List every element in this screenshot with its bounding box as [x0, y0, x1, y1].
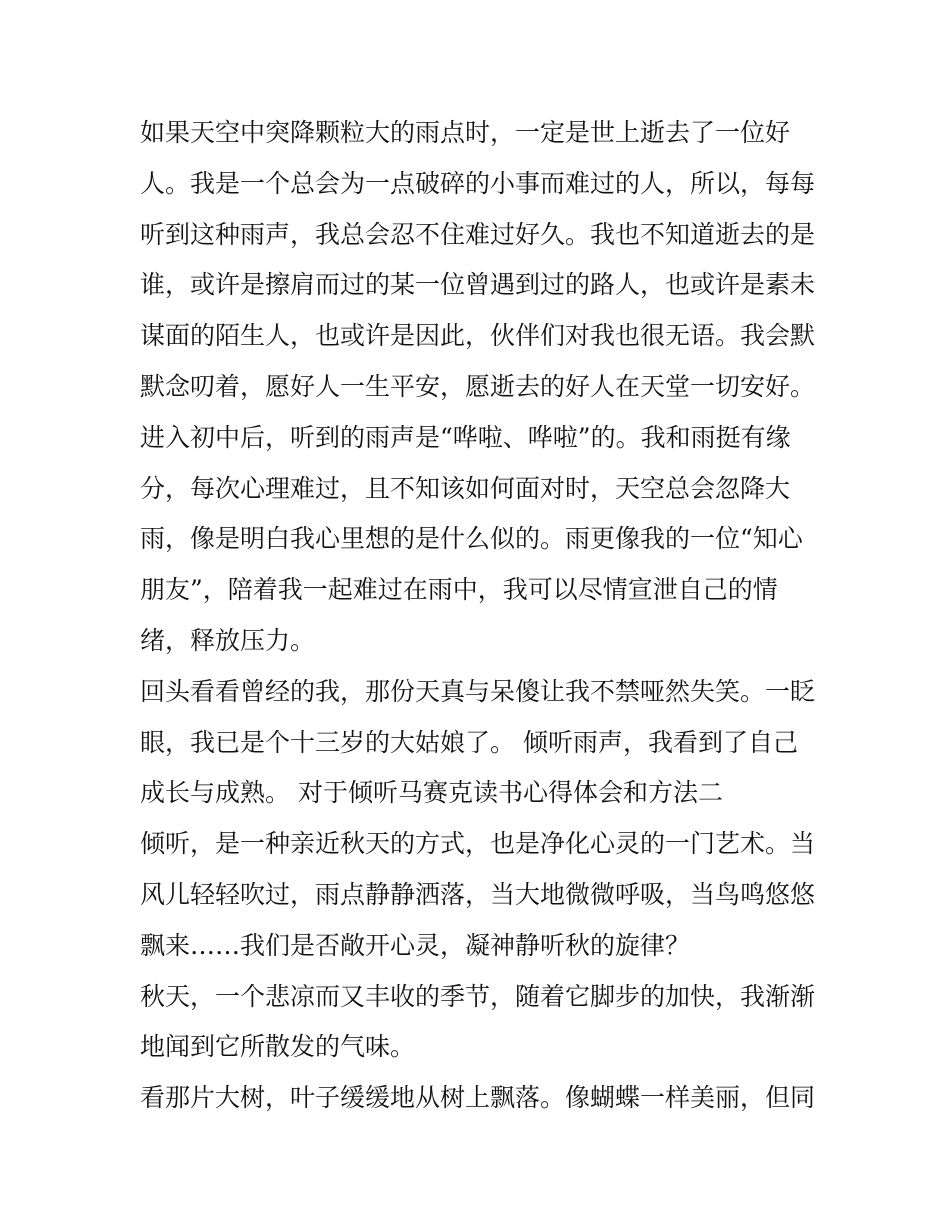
text-line: 听到这种雨声，我总会忍不住难过好久。我也不知道逝去的是 — [140, 219, 816, 249]
text-line: 眼，我已是个十三岁的大姑娘了。 倾听雨声，我看到了自己 — [140, 727, 798, 757]
body-text — [140, 108, 830, 1124]
text-line: 默念叨着，愿好人一生平安，愿逝去的好人在天堂一切安好。 — [140, 371, 816, 401]
text-line: 秋天，一个悲凉而又丰收的季节，随着它脚步的加快，我渐渐 — [140, 981, 816, 1011]
text-line: 回头看看曾经的我，那份天真与呆傻让我不禁哑然失笑。一眨 — [140, 676, 816, 706]
text-line: 雨，像是明白我心里想的是什么似的。雨更像我的一位“知心 — [140, 524, 803, 554]
text-line: 谁，或许是擦肩而过的某一位曾遇到过的路人，也或许是素未 — [140, 270, 816, 300]
text-line: 成长与成熟。 对于倾听马赛克读书心得体会和方法二 — [140, 778, 723, 808]
text-line: 飘来……我们是否敞开心灵，凝神静听秋的旋律？ — [140, 930, 691, 960]
text-line: 绪，释放压力。 — [140, 625, 316, 655]
text-line: 倾听，是一种亲近秋天的方式，也是净化心灵的一门艺术。当 — [140, 829, 816, 859]
text-line: 谋面的陌生人，也或许是因此，伙伴们对我也很无语。我会默 — [140, 321, 816, 351]
text-line: 如果天空中突降颗粒大的雨点时，一定是世上逝去了一位好 — [140, 118, 791, 147]
text-line: 分，每次心理难过，且不知该如何面对时，天空总会忽降大 — [140, 473, 791, 503]
text-line: 进入初中后，听到的雨声是“哗啦、哗啦”的。我和雨挺有缘 — [140, 422, 791, 452]
text-line: 看那片大树，叶子缓缓地从树上飘落。像蝴蝶一样美丽，但同 — [140, 1083, 816, 1113]
text-line: 地闻到它所散发的气味。 — [140, 1032, 416, 1062]
text-line: 朋友”，陪着我一起难过在雨中，我可以尽情宣泄自己的情 — [140, 575, 778, 605]
text-line: 风儿轻轻吹过，雨点静静洒落，当大地微微呼吸，当鸟鸣悠悠 — [140, 879, 816, 909]
text-line: 人。我是一个总会为一点破碎的小事而难过的人，所以，每每 — [140, 168, 816, 198]
